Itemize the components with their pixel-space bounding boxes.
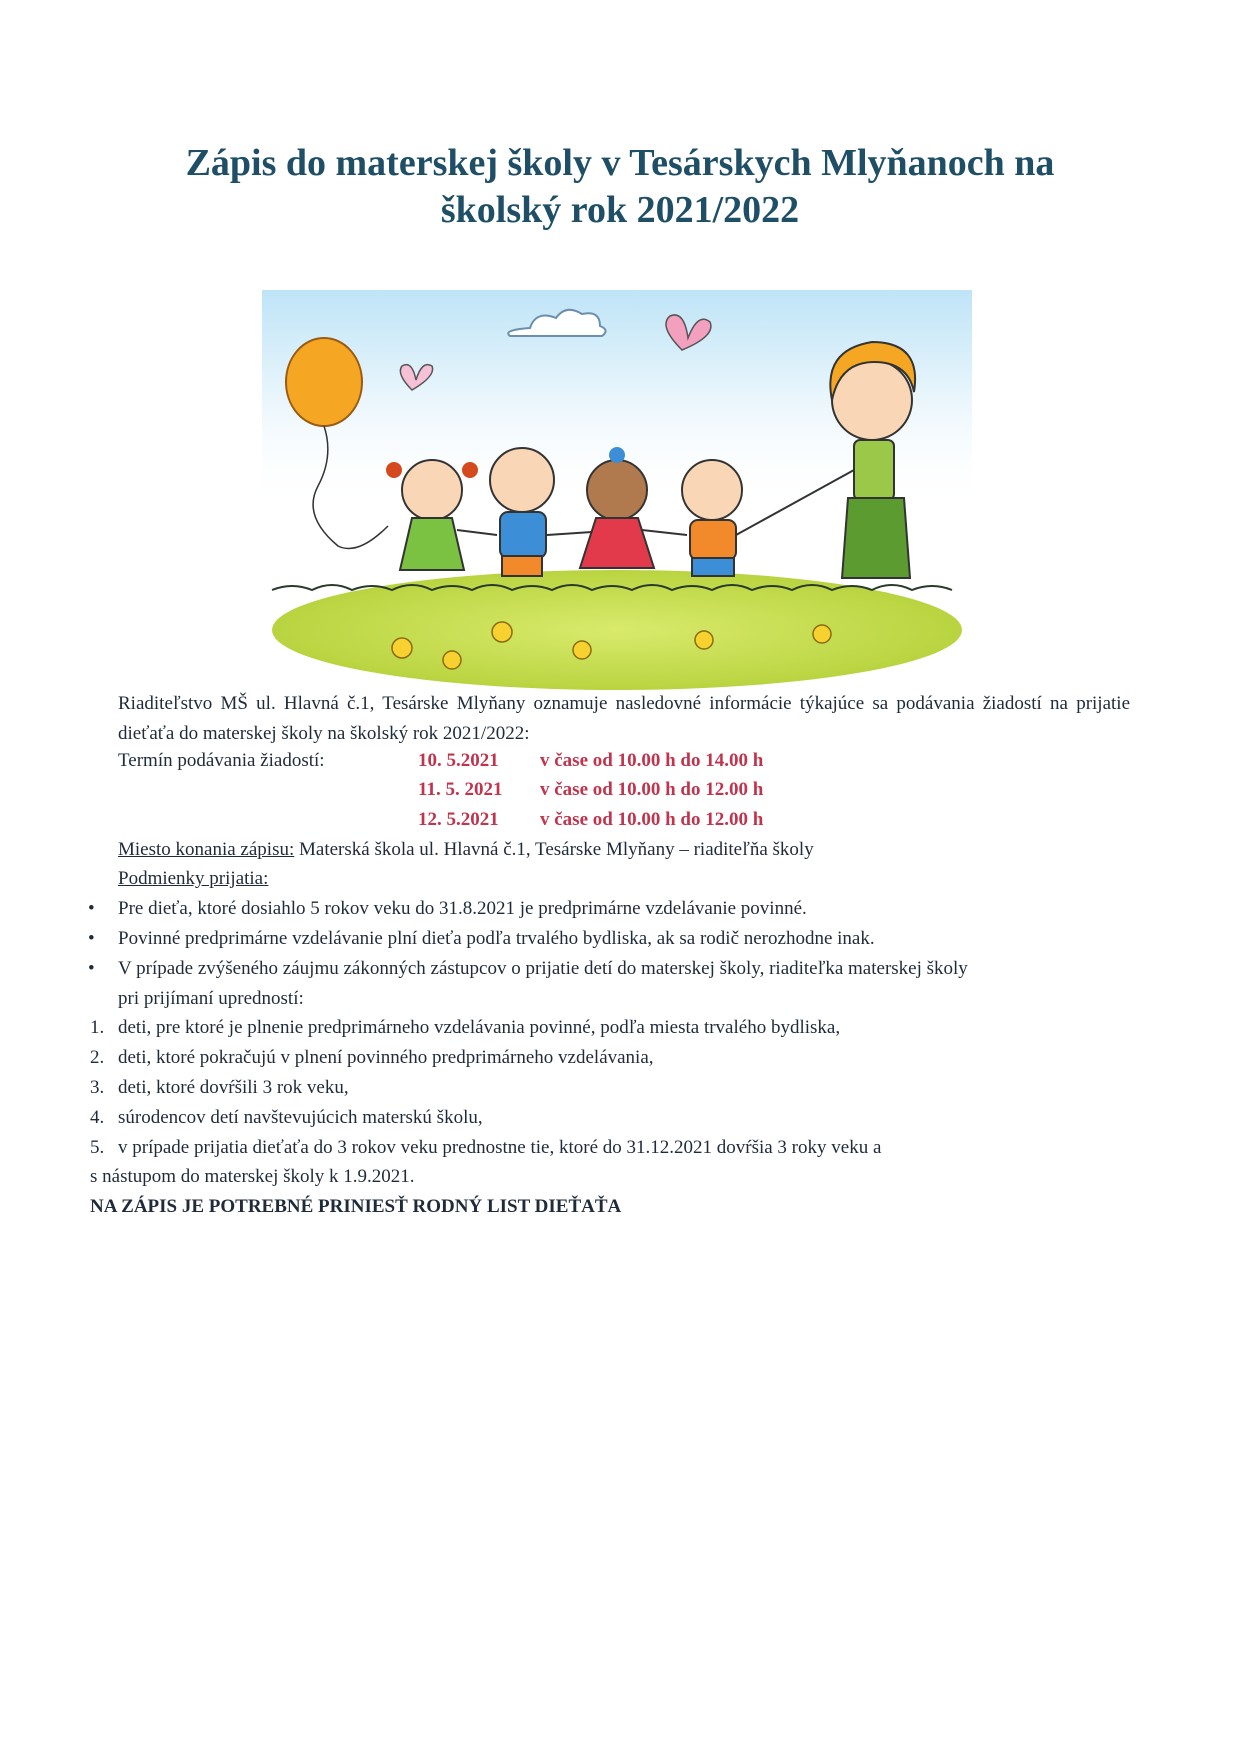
child-4 xyxy=(682,460,742,576)
item-text: deti, ktoré dovŕšili 3 rok veku, xyxy=(118,1077,349,1098)
bullet-text: Povinné predprimárne vzdelávanie plní dieťa podľa trvalého bydliska, ak sa rodič nerozhodne inak. xyxy=(118,928,875,949)
item-number: 3. xyxy=(90,1077,105,1098)
bullet-icon: • xyxy=(88,898,95,919)
child-2 xyxy=(490,448,554,576)
item-text: deti, ktoré pokračujú v plnení povinného predprimárneho vzdelávania, xyxy=(118,1047,654,1068)
term-time-3: v čase od 10.00 h do 12.00 h xyxy=(540,809,764,830)
item-text: v prípade prijatia dieťaťa do 3 rokov veku prednostne tie, ktoré do 31.12.2021 dovŕšia 3 roky veku a xyxy=(118,1137,882,1158)
item-number: 1. xyxy=(90,1017,105,1038)
bullet-continuation xyxy=(118,988,304,1010)
term-label: Termín podávania žiadostí: xyxy=(118,750,325,771)
term-date-2: 11. 5. 2021 xyxy=(418,779,503,800)
conditions-label: Podmienky prijatia: xyxy=(118,868,269,889)
item-number: 4. xyxy=(90,1107,105,1128)
bullet-text: Pre dieťa, ktoré dosiahlo 5 rokov veku do 31.8.2021 je predprimárne vzdelávanie povinné. xyxy=(118,898,807,919)
item-number: 2. xyxy=(90,1047,105,1068)
term-date-1: 10. 5.2021 xyxy=(418,750,499,771)
bullet-text: V prípade zvýšeného záujmu zákonných zástupcov o prijatie detí do materskej školy, riaditeľka materskej školy xyxy=(118,958,968,979)
bullet-icon: • xyxy=(88,958,95,979)
place-row xyxy=(118,839,814,861)
title-line-1: Zápis do materskej školy v Tesárskych Mlyňanoch na xyxy=(185,142,1055,184)
title-line-2: školský rok 2021/2022 xyxy=(440,189,800,231)
item-text: súrodencov detí navštevujúcich materskú školu, xyxy=(118,1107,483,1128)
item-text: deti, pre ktoré je plnenie predprimárneho vzdelávania povinné, podľa miesta trvalého bydliska, xyxy=(118,1017,841,1038)
term-date-3: 12. 5.2021 xyxy=(418,809,499,830)
children-illustration xyxy=(262,290,972,690)
item-number: 5. xyxy=(90,1137,105,1158)
place-value: Materská škola ul. Hlavná č.1, Tesárske Mlyňany – riaditeľňa školy xyxy=(294,839,814,860)
bullet-icon: • xyxy=(88,928,95,949)
term-time-1: v čase od 10.00 h do 14.00 h xyxy=(540,750,764,771)
grass xyxy=(272,570,962,690)
term-time-2: v čase od 10.00 h do 12.00 h xyxy=(540,779,764,800)
intro-paragraph: Riaditeľstvo MŠ ul. Hlavná č.1, Tesárske Mlyňany oznamuje nasledovné informácie týkajúce sa podávania žiadostí na prijatie dieťaťa do materskej školy na školský rok 2021/2022: xyxy=(118,693,1130,744)
numbered-continuation: s nástupom do materskej školy k 1.9.2021. xyxy=(90,1166,415,1187)
place-label: Miesto konania zápisu: xyxy=(118,839,295,860)
footer-note: NA ZÁPIS JE POTREBNÉ PRINIESŤ RODNÝ LIST DIEŤAŤA xyxy=(90,1196,622,1217)
page-title xyxy=(100,140,1140,234)
bullet-continuation-text: pri prijímaní upredností: xyxy=(118,988,304,1009)
